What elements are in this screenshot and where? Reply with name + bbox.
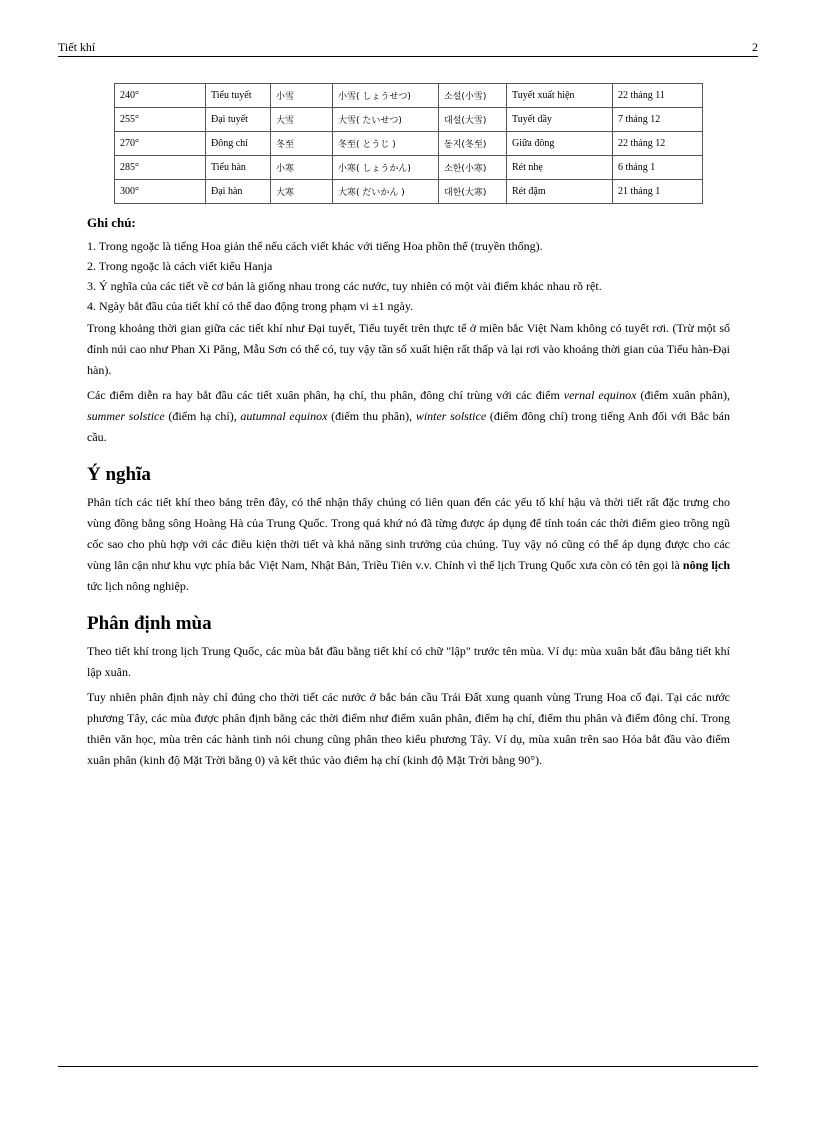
header-divider (58, 56, 758, 57)
table-row (115, 180, 703, 204)
table-row (115, 132, 703, 156)
cell-start-date: 6 tháng 1 (613, 156, 703, 180)
text-run: Phân tích các tiết khí theo bảng trên đây, có thể nhận thấy chúng có liên quan đến các yếu tố khí hậu và thời tiết rất đặc trưng cho vùng đồng bằng sông Hoàng Hà của Trung Quốc. Trong quá khứ nó đã từng được áp dụng để tính toán các thời điểm gieo trồng ngũ cốc sao cho phù hợp với các điều kiện thời tiết và khả năng sinh trưởng của chúng. Tuy vậy nó cũng có thể áp dụng được cho các vùng lân cận như khu vực phía bắc Việt Nam, Nhật Bản, Triều Tiên v.v. Chính vì thế lịch Trung Quốc xưa còn có tên gọi là (87, 495, 730, 572)
cell-chinese: 大雪 (271, 108, 333, 132)
term-nong-lich: nông lịch (682, 558, 730, 572)
text-run: Các điểm diễn ra hay bắt đầu các tiết xuân phân, hạ chí, thu phân, đông chí trùng với các điểm (87, 388, 564, 402)
cell-vietnamese-name: Đại hàn (206, 180, 271, 204)
page-header (58, 40, 758, 56)
running-title: Tiết khí (58, 40, 96, 54)
table-row (115, 156, 703, 180)
cell-japanese: 小寒( しょうかん) (333, 156, 439, 180)
text-run: (điểm xuân phân), (636, 388, 730, 402)
section-heading-seasons: Phân định mùa (87, 613, 212, 634)
cell-korean: 동지(冬至) (439, 132, 507, 156)
cell-korean: 소설(小雪) (439, 84, 507, 108)
cell-longitude: 285° (115, 156, 206, 180)
cell-korean: 대한(大寒) (439, 180, 507, 204)
cell-vietnamese-name: Tiểu hàn (206, 156, 271, 180)
cell-start-date: 22 tháng 11 (613, 84, 703, 108)
text-run: (điểm hạ chí), (164, 409, 241, 423)
cell-korean: 대설(大雪) (439, 108, 507, 132)
note-item: 2. Trong ngoặc là cách viết kiểu Hanja (87, 259, 273, 273)
seasons-paragraph-2: Tuy nhiên phân định này chỉ đúng cho thời tiết các nước ở bắc bán cầu Trái Đất xung quanh vùng Trung Hoa cổ đại. Tại các nước phương Tây, các mùa được phân định bằng các thời điểm như điểm xuân phân, điểm hạ chí, điểm thu phân và điểm đông chí. Trong thiên văn học, mùa trên các hành tinh nói chung cũng phân theo kiểu phương Tây. Ví dụ, mùa xuân trên sao Hỏa bắt đầu vào điểm xuân phân (kinh độ Mặt Trời bằng 0) và kết thúc vào điểm hạ chí (kinh độ Mặt Trời bằng 90°). (87, 690, 730, 767)
cell-vietnamese-name: Tiểu tuyết (206, 84, 271, 108)
cell-vietnamese-name: Đông chí (206, 132, 271, 156)
page-number: 2 (752, 40, 758, 54)
note-item: 3. Ý nghĩa của các tiết về cơ bản là giống nhau trong các nước, tuy nhiên có một vài điểm khác nhau rõ rệt. (87, 279, 602, 293)
cell-japanese: 大雪( たいせつ) (333, 108, 439, 132)
cell-longitude: 300° (115, 180, 206, 204)
equinox-paragraph (87, 385, 730, 448)
cell-chinese: 冬至 (271, 132, 333, 156)
cell-korean: 소한(小寒) (439, 156, 507, 180)
table-body (115, 84, 703, 204)
cell-japanese: 小雪( しょうせつ) (333, 84, 439, 108)
cell-start-date: 7 tháng 12 (613, 108, 703, 132)
meaning-paragraph (87, 492, 730, 597)
cell-start-date: 22 tháng 12 (613, 132, 703, 156)
note-item: 1. Trong ngoặc là tiếng Hoa giản thể nếu cách viết khác với tiếng Hoa phồn thể (truyền thống). (87, 239, 543, 253)
cell-longitude: 270° (115, 132, 206, 156)
notes-list (87, 236, 730, 316)
cell-meaning: Tuyết xuất hiện (507, 84, 613, 108)
seasons-paragraph-1: Theo tiết khí trong lịch Trung Quốc, các mùa bắt đầu bằng tiết khí có chữ "lập" trước tên mùa. Ví dụ: mùa xuân bắt đầu bằng tiết khí lập xuân. (87, 644, 730, 679)
solar-terms-table (114, 83, 703, 204)
term-winter-solstice: winter solstice (415, 409, 487, 423)
cell-japanese: 大寒( だいかん ) (333, 180, 439, 204)
table-row (115, 84, 703, 108)
snow-paragraph: Trong khoảng thời gian giữa các tiết khí như Đại tuyết, Tiểu tuyết trên thực tế ở miền bắc Việt Nam không có tuyết rơi. (Trừ một số đỉnh núi cao như Phan Xi Păng, Mẫu Sơn có thể có, tuy vậy tần số xuất hiện rất thấp và lại rơi vào khoảng thời gian của Tiểu hàn-Đại hàn). (87, 321, 730, 377)
cell-longitude: 240° (115, 84, 206, 108)
cell-meaning: Rét nhẹ (507, 156, 613, 180)
table-row (115, 108, 703, 132)
cell-meaning: Tuyết dầy (507, 108, 613, 132)
notes-heading: Ghi chú: (87, 215, 136, 230)
term-autumnal-equinox: autumnal equinox (240, 409, 328, 423)
text-run: (điểm đông chí) trong tiếng Anh đối với Bắc bán cầu. (87, 409, 730, 444)
term-summer-solstice: summer solstice (87, 409, 165, 423)
cell-japanese: 冬至( とうじ ) (333, 132, 439, 156)
text-run: tức lịch nông nghiệp. (87, 579, 189, 593)
footer-divider (58, 1066, 758, 1067)
cell-chinese: 小寒 (271, 156, 333, 180)
cell-vietnamese-name: Đại tuyết (206, 108, 271, 132)
cell-chinese: 大寒 (271, 180, 333, 204)
term-vernal-equinox: vernal equinox (563, 388, 637, 402)
page-body (87, 83, 730, 775)
cell-meaning: Giữa đông (507, 132, 613, 156)
text-run: (điểm thu phân), (327, 409, 416, 423)
cell-meaning: Rét đậm (507, 180, 613, 204)
section-heading-meaning: Ý nghĩa (87, 464, 151, 485)
cell-start-date: 21 tháng 1 (613, 180, 703, 204)
cell-chinese: 小雪 (271, 84, 333, 108)
note-item: 4. Ngày bắt đầu của tiết khí có thể dao động trong phạm vi ±1 ngày. (87, 299, 414, 313)
cell-longitude: 255° (115, 108, 206, 132)
